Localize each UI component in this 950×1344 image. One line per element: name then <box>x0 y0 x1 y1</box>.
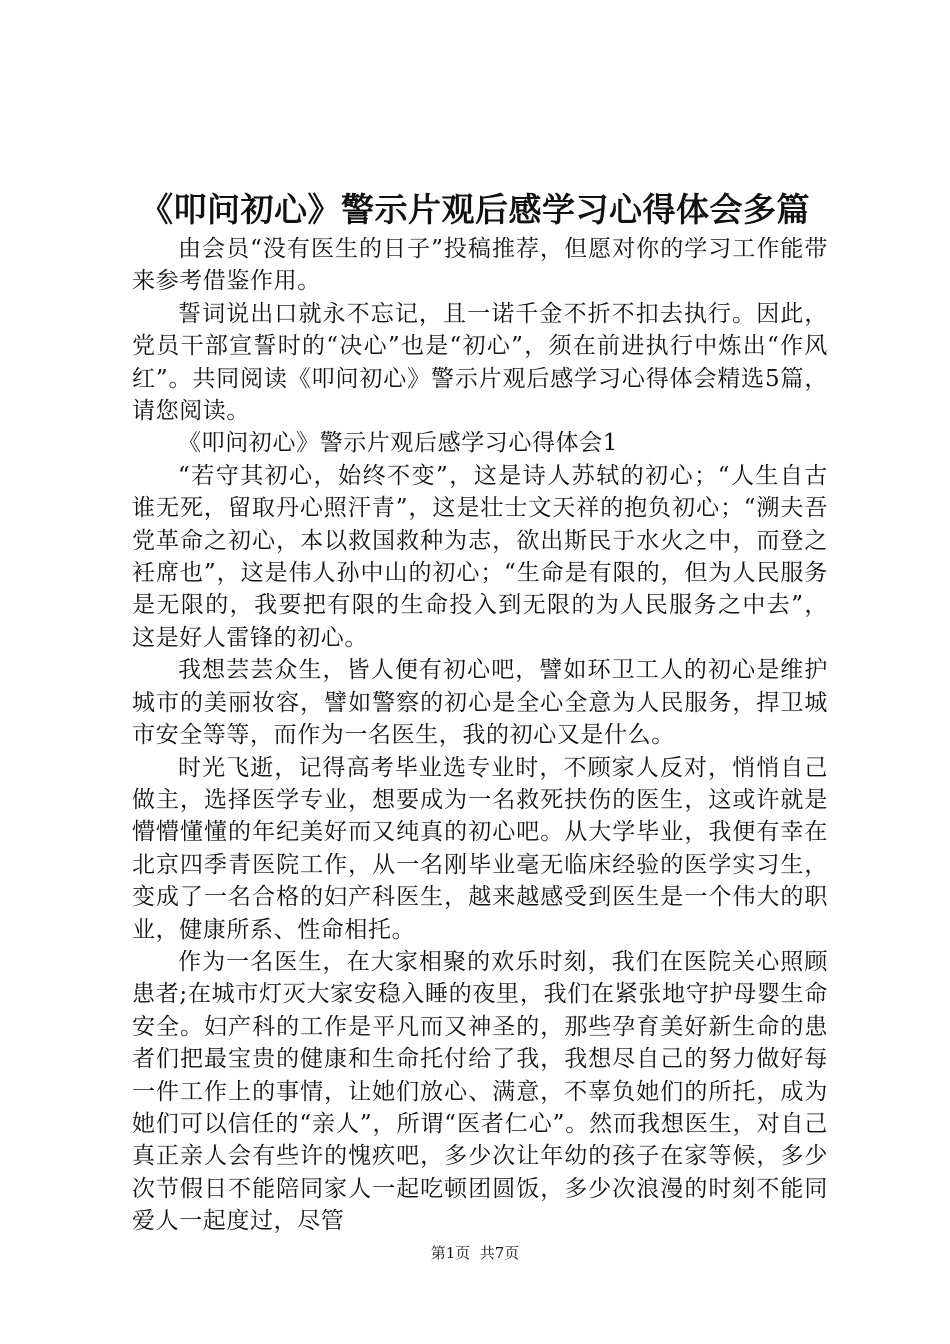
body-paragraph: “若守其初心，始终不变”，这是诗人苏轼的初心；“人生自古谁无死，留取丹心照汗青”，这是壮士文天祥的抱负初心；“溯夫吾党革命之初心，本以救国救种为志，欲出斯民于水火之中，而登之衽席也”，这是伟人孙中山的初心；“生命是有限的，但为人民服务是无限的，我要把有限的生命投入到无限的为人民服务之中去”，这是好人雷锋的初心。 <box>132 462 828 651</box>
document-title: 《叩问初心》警示片观后感学习心得体会多篇 <box>140 190 810 229</box>
body-paragraph: 我想芸芸众生，皆人便有初心吧，譬如环卫工人的初心是维护城市的美丽妆容，譬如警察的初心是全心全意为人民服务，捍卫城市安全等等，而作为一名医生，我的初心又是什么。 <box>132 657 828 749</box>
preface-paragraph: 誓词说出口就永不忘记，且一诺千金不折不扣去执行。因此，党员干部宣誓时的“决心”也是“初心”，须在前进执行中炼出“作风红”。共同阅读《叩问初心》警示片观后感学习心得体会精选5篇，请您阅读。 <box>132 300 828 425</box>
body-paragraph: 作为一名医生，在大家相聚的欢乐时刻，我们在医院关心照顾患者;在城市灯灭大家安稳入睡的夜里，我们在紧张地守护母婴生命安全。妇产科的工作是平凡而又神圣的，那些孕育美好新生命的患者们把最宝贵的健康和生命托付给了我，我想尽自己的努力做好每一件工作上的事情，让她们放心、满意，不辜负她们的所托，成为她们可以信任的“亲人”，所谓“医者仁心”。然而我想医生，对自己真正亲人会有些许的愧疚吧，多少次让年幼的孩子在家等候，多少次节假日不能陪同家人一起吃顿团圆饭，多少次浪漫的时刻不能同爱人一起度过，尽管 <box>132 948 828 1235</box>
intro-paragraph: 由会员“没有医生的日子”投稿推荐，但愿对你的学习工作能带来参考借鉴作用。 <box>132 236 828 295</box>
section-heading: 《叩问初心》警示片观后感学习心得体会1 <box>178 430 619 457</box>
document-body <box>132 233 828 1238</box>
body-paragraph: 时光飞逝，记得高考毕业选专业时，不顾家人反对，悄悄自己做主，选择医学专业，想要成为一名救死扶伤的医生，这或许就是懵懵懂懂的年纪美好而又纯真的初心吧。从大学毕业，我便有幸在北京四季青医院工作，从一名刚毕业毫无临床经验的医学实习生，变成了一名合格的妇产科医生，越来越感受到医生是一个伟大的职业，健康所系、性命相托。 <box>132 754 828 943</box>
page-number-footer: 第1页 共7页 <box>430 1244 520 1262</box>
